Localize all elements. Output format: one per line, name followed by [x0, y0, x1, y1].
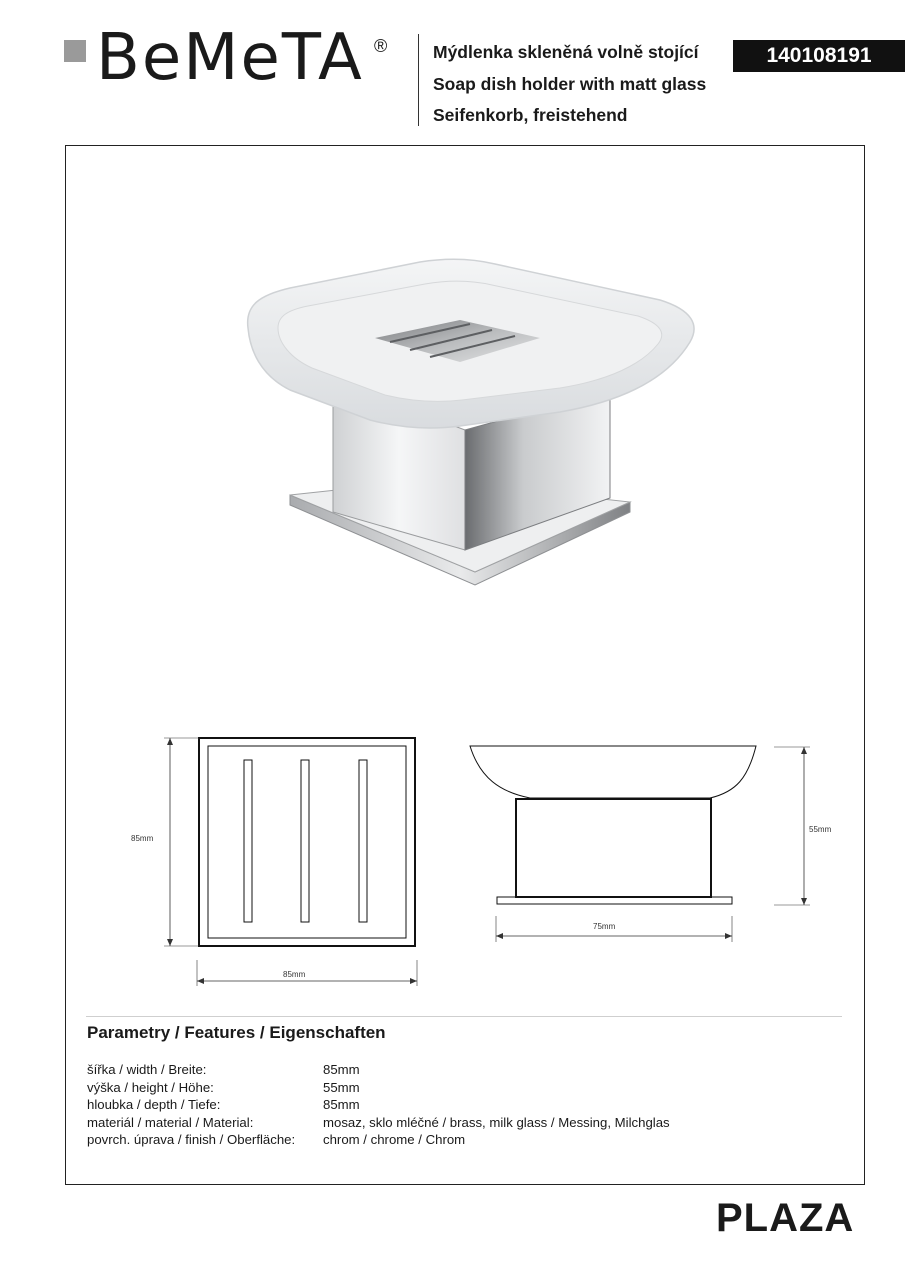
- brand-logo: [64, 21, 394, 96]
- feature-value: 55mm: [323, 1079, 360, 1095]
- side-view-height-label: 55mm: [809, 825, 832, 834]
- title-german: Seifenkorb, freistehend: [433, 105, 628, 125]
- side-view-drawing: [470, 746, 832, 942]
- side-view-width-label: 75mm: [593, 922, 616, 931]
- feature-value: 85mm: [323, 1097, 360, 1112]
- top-view-drawing: [131, 738, 417, 986]
- title-english: Soap dish holder with matt glass: [433, 73, 707, 94]
- feature-value: 85mm: [323, 1062, 360, 1077]
- features-divider: [86, 1016, 842, 1017]
- top-view-height-label: 85mm: [131, 834, 154, 843]
- feature-label: výška / height / Höhe:: [87, 1079, 214, 1095]
- title-czech: Mýdlenka skleněná volně stojící: [433, 42, 699, 62]
- product-code-badge: 140108191: [733, 40, 905, 72]
- logo-wordmark: BeMeTA: [96, 21, 364, 95]
- feature-label: šířka / width / Breite:: [87, 1062, 207, 1077]
- registered-mark: ®: [374, 36, 388, 56]
- product-titles: [433, 37, 706, 132]
- feature-label: hloubka / depth / Tiefe:: [87, 1097, 221, 1112]
- product-photo: [230, 250, 710, 600]
- logo-square-mark: [64, 40, 86, 62]
- feature-label: povrch. úprava / finish / Oberfläche:: [87, 1132, 296, 1147]
- feature-value: mosaz, sklo mléčné / brass, milk glass / Messing, Milchglas: [323, 1114, 670, 1130]
- feature-label: materiál / material / Material:: [87, 1114, 254, 1130]
- top-view-width-label: 85mm: [283, 970, 306, 979]
- feature-value: chrom / chrome / Chrom: [323, 1132, 466, 1147]
- series-name: PLAZA: [716, 1196, 855, 1240]
- technical-drawings: [120, 730, 840, 990]
- features-title: Parametry / Features / Eigenschaften: [87, 1023, 386, 1042]
- header-divider: [418, 34, 419, 126]
